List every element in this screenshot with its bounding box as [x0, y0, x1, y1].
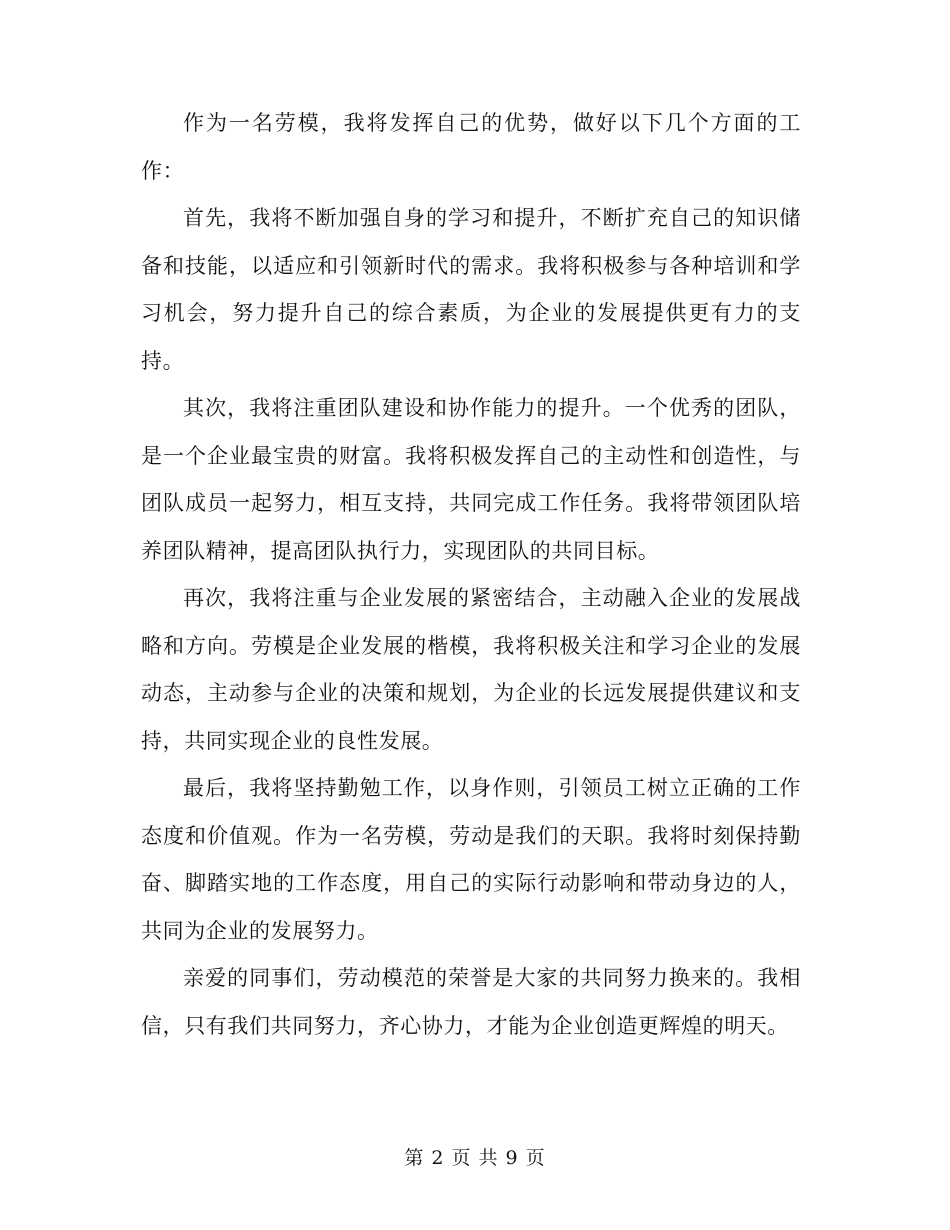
- paragraph-first: 首先，我将不断加强自身的学习和提升，不断扩充自己的知识储备和技能，以适应和引领新时代的需求。我将积极参与各种培训和学习机会，努力提升自己的综合素质，为企业的发展提供更有力的支持。: [141, 206, 801, 373]
- page-number-footer: 第 2 页 共 9 页: [404, 1147, 546, 1169]
- paragraph-third: 再次，我将注重与企业发展的紧密结合，主动融入企业的发展战略和方向。劳模是企业发展的楷模，我将积极关注和学习企业的发展动态，主动参与企业的决策和规划，为企业的长远发展提供建议和支持，共同实现企业的良性发展。: [141, 586, 801, 753]
- paragraph-second: 其次，我将注重团队建设和协作能力的提升。一个优秀的团队，是一个企业最宝贵的财富。我将积极发挥自己的主动性和创造性，与团队成员一起努力，相互支持，共同完成工作任务。我将带领团队培养团队精神，提高团队执行力，实现团队的共同目标。: [141, 396, 801, 563]
- paragraph-closing: 亲爱的同事们，劳动模范的荣誉是大家的共同努力换来的。我相信，只有我们共同努力，齐心协力，才能为企业创造更辉煌的明天。: [141, 966, 801, 1038]
- document-body: [141, 100, 801, 1050]
- paragraph-intro: 作为一名劳模，我将发挥自己的优势，做好以下几个方面的工作：: [141, 111, 801, 183]
- paragraph-last: 最后，我将坚持勤勉工作，以身作则，引领员工树立正确的工作态度和价值观。作为一名劳模，劳动是我们的天职。我将时刻保持勤奋、脚踏实地的工作态度，用自己的实际行动影响和带动身边的人，共同为企业的发展努力。: [141, 776, 801, 943]
